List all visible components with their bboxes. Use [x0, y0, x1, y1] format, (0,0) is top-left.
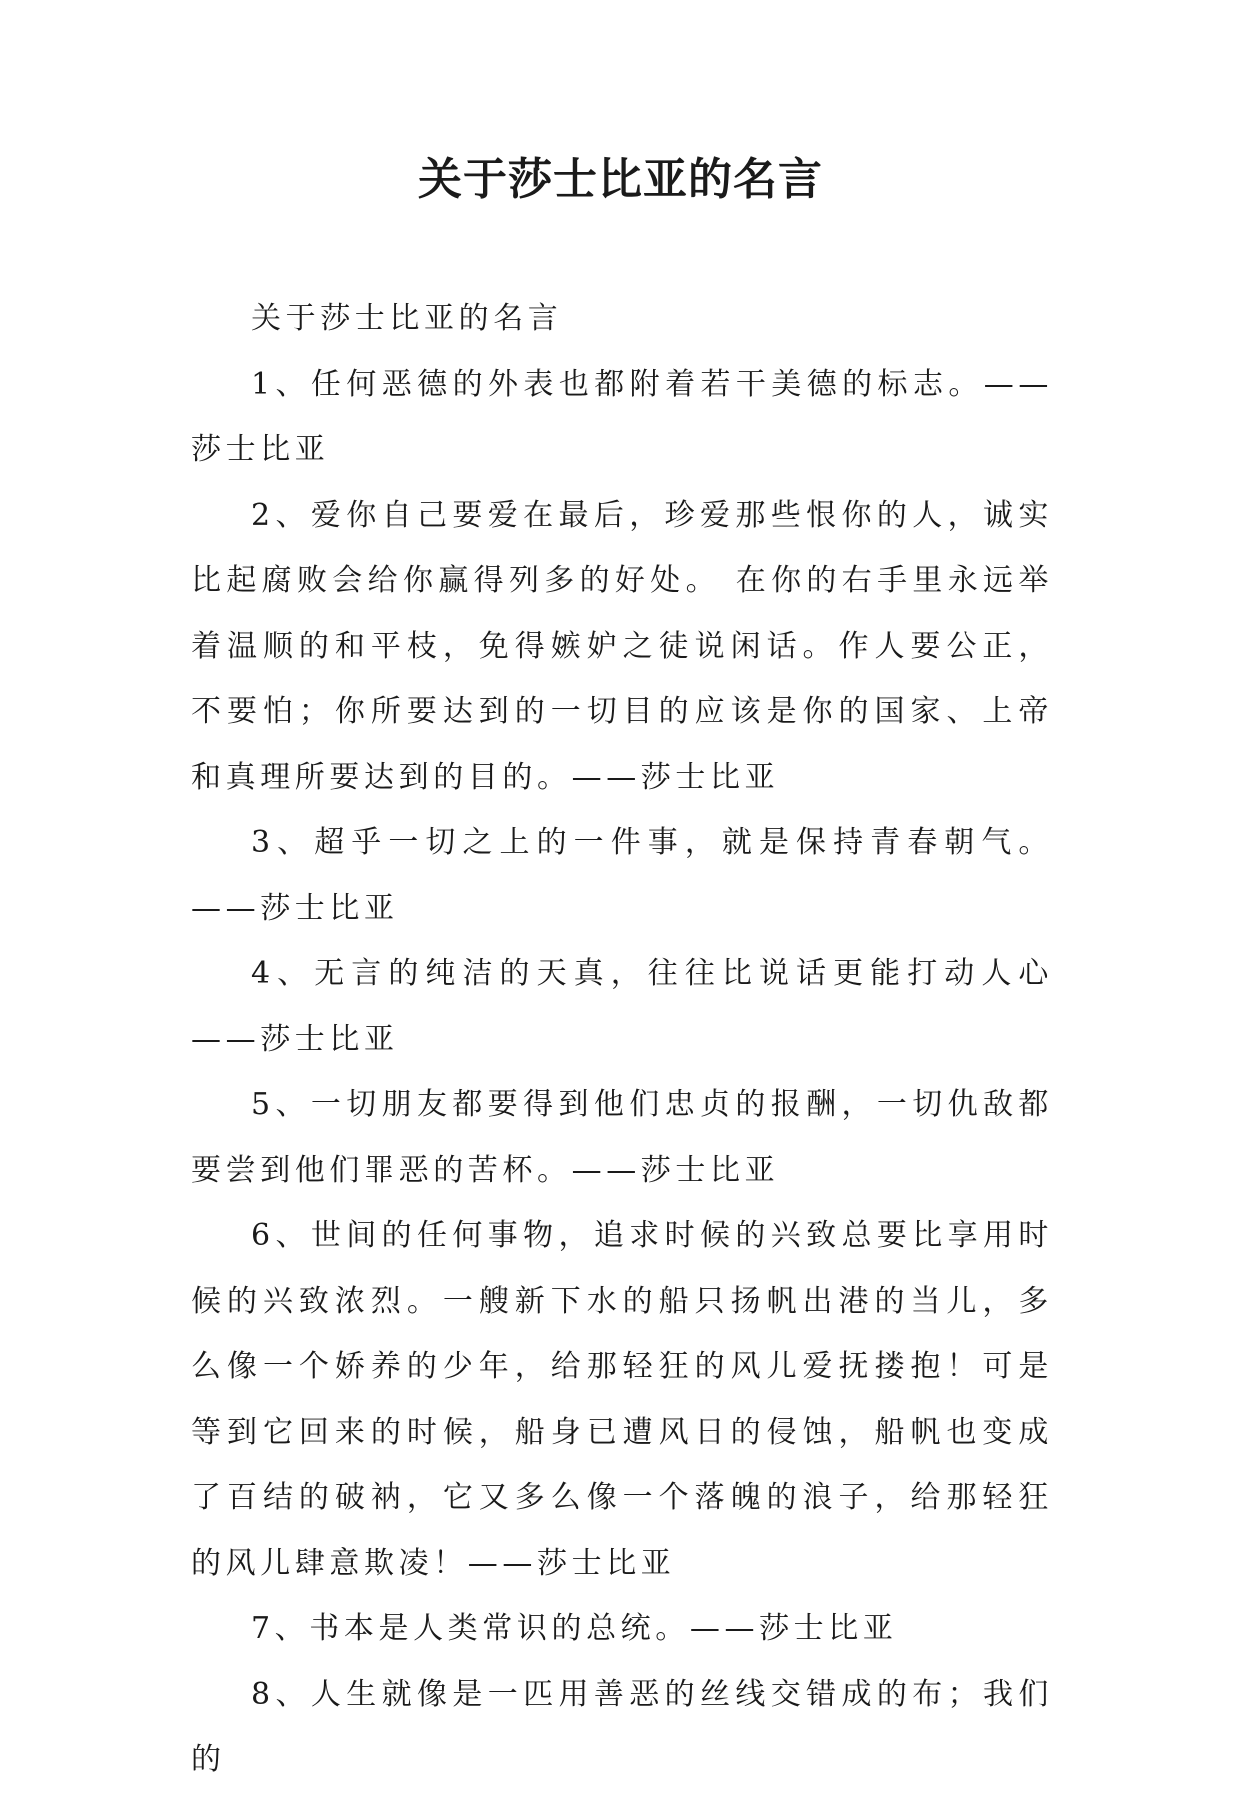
subtitle-paragraph: 关于莎士比亚的名言 [251, 301, 563, 336]
quote-paragraph-8: 8、人生就像是一匹用善恶的丝线交错成的布；我们的 [191, 1676, 1053, 1777]
document-body [191, 286, 1053, 1793]
quote-paragraph-7: 7、书本是人类常识的总统。——莎士比亚 [251, 1611, 898, 1646]
quote-paragraph-1: 1、任何恶德的外表也都附着若干美德的标志。——莎士比亚 [191, 366, 1053, 467]
quote-paragraph-4: 4、无言的纯洁的天真，往往比说话更能打动人心——莎士比亚 [191, 956, 1053, 1057]
quote-paragraph-2: 2、爱你自己要爱在最后，珍爱那些恨你的人，诚实比起腐败会给你赢得列多的好处。 在你的右手里永远举着温顺的和平枝，免得嫉妒之徒说闲话。作人要公正，不要怕；你所要达到的一切目的应该是你的国家、上帝和真理所要达到的目的。——莎士比亚 [191, 497, 1053, 795]
quote-paragraph-5: 5、一切朋友都要得到他们忠贞的报酬，一切仇敌都要尝到他们罪恶的苦杯。——莎士比亚 [191, 1087, 1053, 1188]
quote-paragraph-3: 3、超乎一切之上的一件事，就是保持青春朝气。——莎士比亚 [191, 825, 1053, 926]
document-title: 关于莎士比亚的名言 [418, 154, 823, 205]
quote-paragraph-6: 6、世间的任何事物，追求时候的兴致总要比享用时候的兴致浓烈。一艘新下水的船只扬帆出港的当儿，多么像一个娇养的少年，给那轻狂的风儿爱抚搂抱！可是等到它回来的时候，船身已遭风日的侵蚀，船帆也变成了百结的破衲，它又多么像一个落魄的浪子，给那轻狂的风儿肆意欺凌！——莎士比亚 [191, 1218, 1053, 1581]
